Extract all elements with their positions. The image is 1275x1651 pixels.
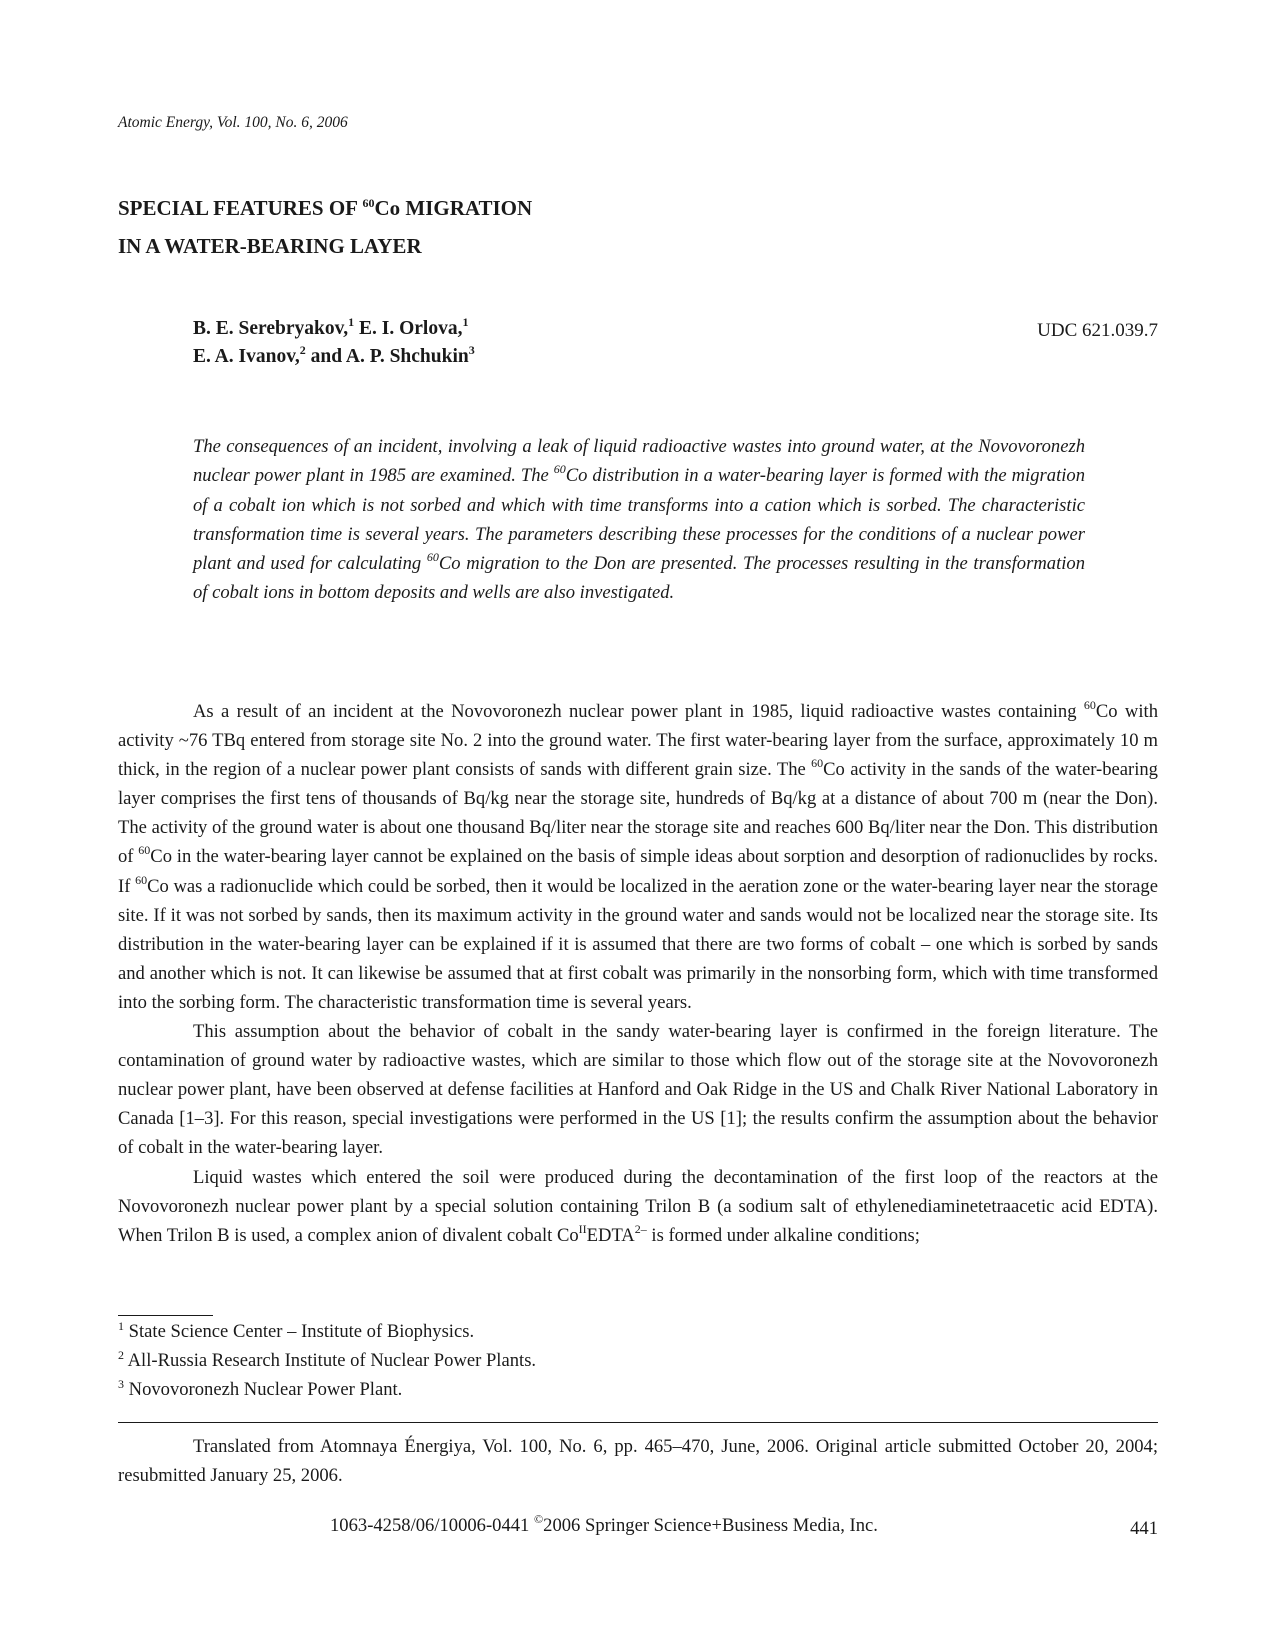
author-name: E. I. Orlova, xyxy=(354,318,463,339)
copyright-line: 1063-4258/06/10006-0441 ©2006 Springer Science+Business Media, Inc. xyxy=(330,1512,878,1536)
footnote-3: $^3$ Novovoronezh Nuclear Power Plant. xyxy=(118,1377,403,1400)
abstract: The consequences of an incident, involving a leak of liquid radioactive wastes into ground water, at the Novovoronezh nuclear power plant in 1985 are examined. The $^{60}$Co distribution in a water-bearing layer is formed with the migration of a cobalt ion which is not sorbed and which with time transforms into a cation which is sorbed. The characteristic transformation time is several years. The parameters describing these processes for the conditions of a nuclear power plant and used for calculating $^{60}$Co migration to the Don are presented. The processes resulting in the transformation of cobalt ions in bottom deposits and wells are also investigated. xyxy=(193,436,1085,604)
affiliation-mark: 2 xyxy=(299,343,306,357)
page-number: 441 xyxy=(1130,1518,1158,1539)
footnote-1: $^1$ State Science Center – Institute of Biophysics. xyxy=(118,1319,475,1342)
paragraph-1: As a result of an incident at the Novovoronezh nuclear power plant in 1985, liquid radioactive wastes containing $^{60}$Co with activity ~76 TBq entered from storage site No. 2 into the ground water. The first water-bearing layer from the surface, approximately 10 m thick, in the region of a nuclear power plant consists of sands with different grain size. The $^{60}$Co activity in the sands of the water-bearing layer comprises the first tens of thousands of Bq/kg near the storage site, hundreds of Bq/kg at a distance of about 700 m (near the Don). The activity of the ground water is about one thousand Bq/liter near the storage site and reaches 600 Bq/liter near the Don. This distribution of $^{60}$Co in the water-bearing layer cannot be explained on the basis of simple ideas about sorption and desorption of radionuclides by rocks. If $^{60}$Co was a radionuclide which could be sorbed, then it would be localized in the aeration zone or the water-bearing layer near the storage site. If it was not sorbed by sands, then its maximum activity in the ground water and sands would not be localized near the storage site. Its distribution in the water-bearing layer can be explained if it is assumed that there are two forms of cobalt – one which is sorbed by sands and another which is not. It can likewise be assumed that at first cobalt was primarily in the nonsorbing form, which with time transformed into the sorbing form. The characteristic transformation time is several years. xyxy=(118,698,1159,1013)
affiliation-mark: 1 xyxy=(462,315,469,329)
affiliation-mark: 1 xyxy=(348,315,355,329)
copyright-icon: © xyxy=(534,1512,544,1526)
affiliation-mark: 3 xyxy=(468,343,475,357)
footnotes xyxy=(118,1317,536,1404)
author-name: E. A. Ivanov, xyxy=(193,346,300,367)
paragraph-2: This assumption about the behavior of cobalt in the sandy water-bearing layer is confirmed in the foreign literature. The contamination of ground water by radioactive wastes, which are similar to those which flow out of the storage site at the Novovoronezh nuclear power plant, have been observed at defense facilities at Hanford and Oak Ridge in the US and Chalk River National Laboratory in Canada [1–3]. For this reason, special investigations were performed in the US [1]; the results confirm the assumption about the behavior of cobalt in the water-bearing layer. xyxy=(118,1021,1158,1159)
author-name: and A. P. Shchukin xyxy=(305,346,469,367)
journal-citation: Atomic Energy, Vol. 100, No. 6, 2006 xyxy=(118,114,348,131)
translation-separator xyxy=(118,1422,1158,1423)
body-text xyxy=(118,697,1158,1250)
author-list xyxy=(193,315,475,371)
title-line-2: IN A WATER-BEARING LAYER xyxy=(118,234,422,258)
udc-code: UDC 621.039.7 xyxy=(1037,320,1158,341)
paragraph-3: Liquid wastes which entered the soil were produced during the decontamination of the first loop of the reactors at the Novovoronezh nuclear power plant by a special solution containing Trilon B (a sodium salt of ethylenediaminetetraacetic acid EDTA). When Trilon B is used, a complex anion of divalent cobalt $Co^{II}EDTA^{2-}$ is formed under alkaline conditions; xyxy=(118,1166,1158,1246)
footnote-2: $^2$ All-Russia Research Institute of Nuclear Power Plants. xyxy=(118,1348,537,1371)
article-title xyxy=(118,189,532,265)
title-line-1: SPECIAL FEATURES OF $^{60}$Co MIGRATION xyxy=(118,196,533,220)
author-name: B. E. Serebryakov, xyxy=(193,318,349,339)
translation-note: Translated from Atomnaya Énergiya, Vol. 100, No. 6, pp. 465–470, June, 2006. Original article submitted October 20, 2004; resubmitted January 25, 2006. xyxy=(118,1436,1158,1486)
footnote-separator xyxy=(118,1315,213,1316)
